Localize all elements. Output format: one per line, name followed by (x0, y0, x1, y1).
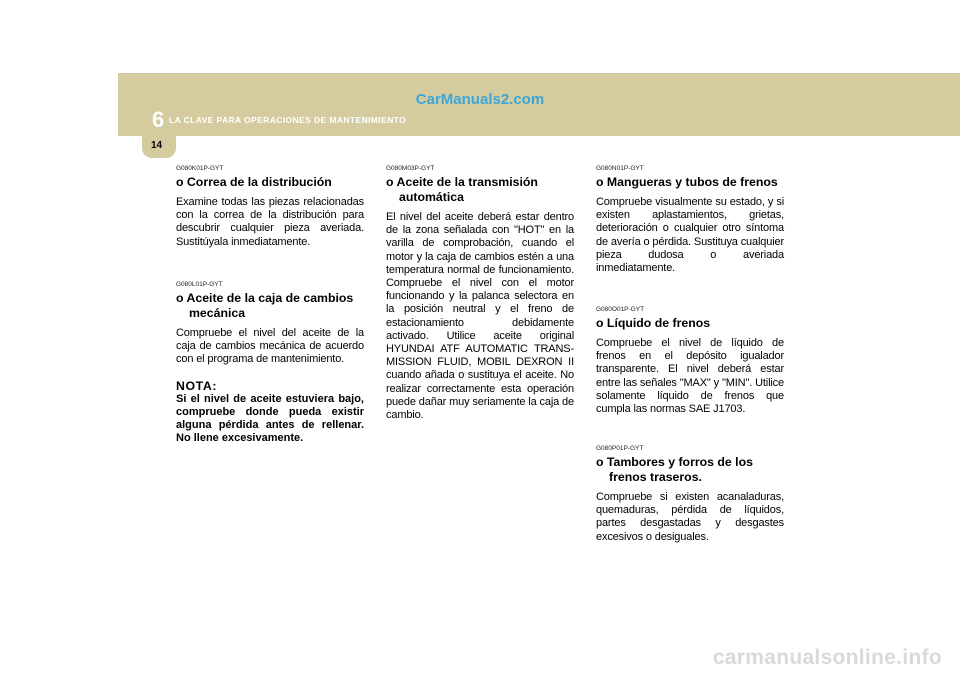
section-code: G080O01P-GYT (596, 306, 645, 313)
chapter-title: LA CLAVE PARA OPERACIONES DE MANTENIMIENTO (169, 115, 407, 125)
section-body: Compruebe visualmente su estado, y si existen aplastamientos, grietas, deterioración o cualquier otro síntoma de avería o pérdida. Sustituya cualquier pieza dudosa o averiada inmediatamente. (596, 196, 784, 275)
section-body: Compruebe el nivel del aceite de la caja de cambios mecánica de acuerdo con el programa de mantenimiento. (176, 327, 364, 366)
note-body: Si el nivel de aceite estuviera bajo, compruebe donde pueda existir alguna pérdida antes de rellenar. No llene excesivamente. (176, 392, 364, 445)
section-code: G080M03P-GYT (386, 165, 435, 172)
section-heading: o Tambores y forros de los frenos traseros. (596, 455, 753, 484)
section-brake-fluid (596, 306, 784, 416)
section-code: G080P01P-GYT (596, 445, 644, 452)
section-brake-hoses (596, 165, 784, 275)
section-code: G080N01P-GYT (596, 165, 644, 172)
section-manual-gearbox-oil (176, 281, 364, 445)
section-code: G080K01P-GYT (176, 165, 224, 172)
section-body: Compruebe si existen acanaladuras, quemaduras, pérdida de líquidos, partes desgastadas y desgastes excesivos o desiguales. (596, 491, 784, 543)
section-code: G080L01P-GYT (176, 281, 223, 288)
section-body: Compruebe el nivel de líquido de frenos en el depósito igualador transparente. El nivel deberá estar entre las señales "MAX" y "MIN". Utilice solamente líquido de frenos que cumpla las normas SAE J1703. (596, 337, 784, 416)
chapter-number: 6 (152, 107, 165, 132)
section-heading: o Aceite de la caja de cambios mecánica (176, 291, 354, 320)
section-body: Examine todas las piezas relacionadas con la correa de la distribución para descubrir cualquier pieza averiada. Sustitúyala inmediatamente. (176, 196, 364, 248)
watermark-bottom-link[interactable]: carmanualsonline.info (712, 646, 942, 669)
section-heading: o Mangueras y tubos de frenos (596, 175, 778, 189)
section-heading: o Líquido de frenos (596, 316, 711, 330)
section-automatic-transmission-oil (386, 165, 574, 422)
section-rear-brake-drums (596, 445, 784, 544)
section-heading: o Aceite de la transmisión automática (386, 175, 538, 204)
note-title: NOTA: (176, 378, 218, 393)
page-number: 14 (151, 140, 163, 151)
section-heading: o Correa de la distribución (176, 175, 332, 189)
watermark-top-link[interactable]: CarManuals2.com (415, 91, 545, 108)
section-timing-belt (176, 165, 364, 249)
section-body: El nivel del aceite deberá estar dentro de la zona señalada con "HOT" en la varilla de comprobación, cuando el motor y la caja de cambios estén a una temperatura normal de funcionamiento. Compruebe el nivel con el motor funcionando y la palanca selectora en la posición neutral y el freno de estacionamiento debidamente activado. Utilice aceite original HYUNDAI ATF AUTOMATIC TRANS-MISSION FLUID, MOBIL DEXRON II cuando añada o sustituya el aceite. No realizar correctamente esta operación puede dañar muy seriamente la caja de cambio. (386, 211, 574, 422)
